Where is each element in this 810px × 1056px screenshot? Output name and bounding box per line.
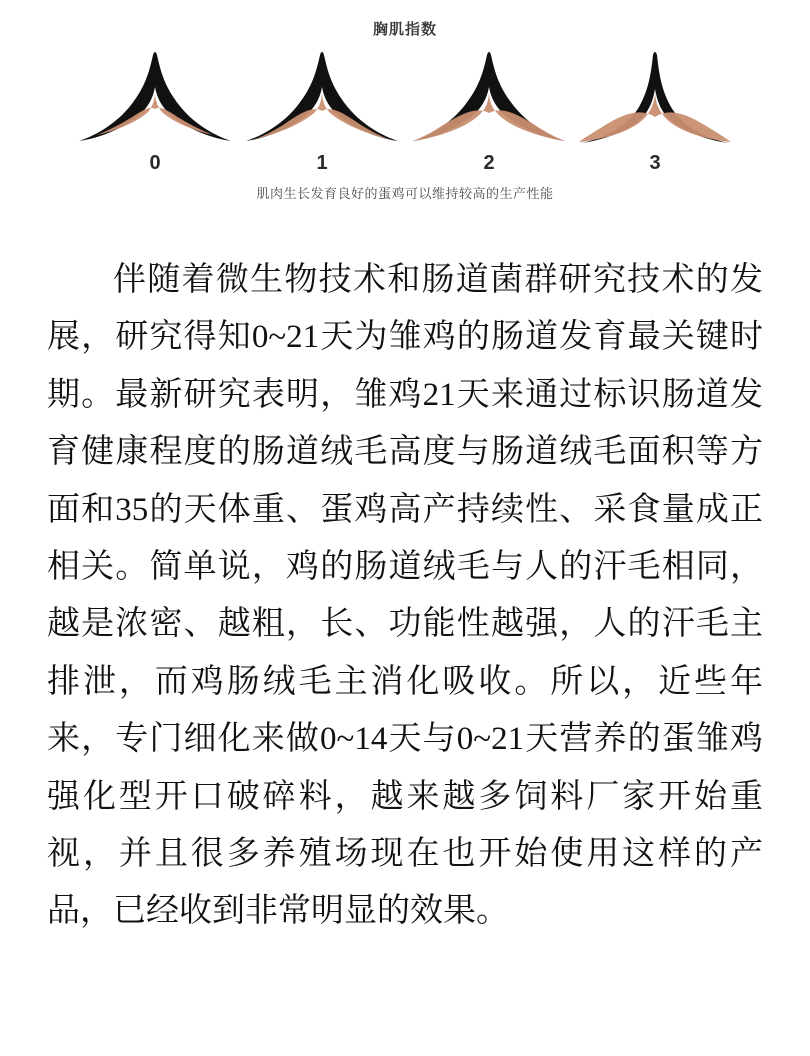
figure-canvas [75, 47, 735, 177]
keel-score-3 [575, 47, 735, 177]
figure-caption: 肌肉生长发育良好的蛋鸡可以维持较高的生产性能 [256, 186, 554, 201]
keel-score-figure [40, 18, 770, 218]
keel-score-1 [242, 47, 402, 177]
document-page [0, 18, 810, 1056]
keel-score-0 [75, 47, 235, 177]
keel-score-1-label: 1 [316, 152, 328, 174]
keel-score-2-label: 2 [483, 152, 495, 174]
keel-score-2 [409, 47, 569, 177]
keel-score-3-label: 3 [649, 152, 661, 174]
article-paragraph: 伴随着微生物技术和肠道菌群研究技术的发展，研究得知0~21天为雏鸡的肠道发育最关键时期。最新研究表明，雏鸡21天来通过标识肠道发育健康程度的肠道绒毛高度与肠道绒毛面积等方面和35的天体重、蛋鸡高产持续性、采食量成正相关。简单说，鸡的肠道绒毛与人的汗毛相同，越是浓密、越粗，长、功能性越强，人的汗毛主排泄，而鸡肠绒毛主消化吸收。所以，近些年来，专门细化来做0~14天与0~21天营养的蛋雏鸡强化型开口破碎料，越来越多饲料厂家开始重视，并且很多养殖场现在也开始使用这样的产品，已经收到非常明显的效果。 [47, 262, 763, 930]
figure-title: 胸肌指数 [372, 21, 437, 38]
article-body [47, 252, 763, 941]
keel-score-0-label: 0 [149, 152, 161, 174]
